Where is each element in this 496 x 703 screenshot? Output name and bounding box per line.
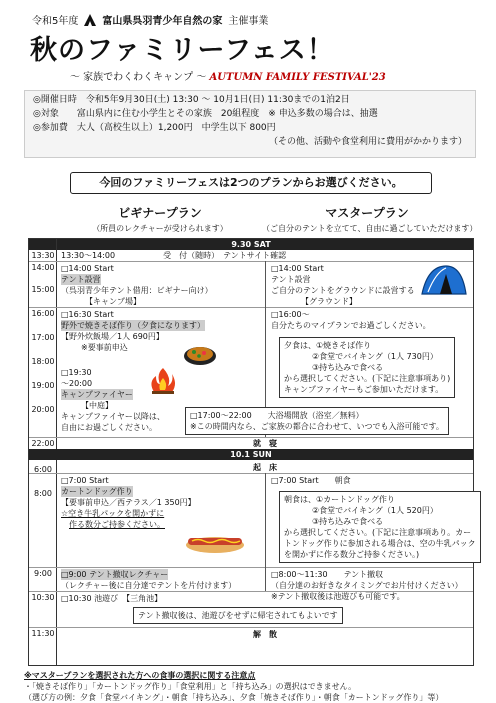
tent-desc: ご自分のテントをグラウンドに設営する [271,286,415,295]
hotdog-note: ☆空き牛乳パックを開かずに [61,509,165,518]
time-label: 14:00 [31,263,55,272]
notes-line: ・「焼きそば作り」「カートンドッグ作り」「食堂利用」と「持ち込み」の選択はできません。 [24,682,357,691]
bath-line: □17:00～22:00 大浴場開放（浴室／無料） [190,411,364,420]
breakfast-line: 朝食は、①カートンドッグ作り [284,495,395,504]
event-target: ◎対象 富山県内に住む小学生とその家族 20組程度 ※ 申込多数の場合は、抽選 [33,109,378,119]
master-breakfast-options [279,491,481,563]
row-divider [29,567,473,568]
master-dinner-options [279,337,455,398]
tent-title: テント設営 [271,275,311,284]
event-date: ◎開催日時 令和5年9月30日(土) 13:30 ～ 10月1日(日) 11:30までの1泊2日 [33,95,350,105]
day2-band: 10.1 SUN [29,449,473,460]
time-label: 6:00 [34,465,52,474]
subtitle-jp: ～ 家族でわくわくキャンプ ～ [70,72,207,83]
master-plan-header [262,204,478,234]
hotdog-icon [184,530,246,554]
page-title: 秋のファミリーフェス！ [30,35,335,66]
plan-choice-banner: 今回のファミリーフェスは2つのプランからお選びください。 [70,172,432,194]
fire-note: キャンプファイヤー以降は、 [61,412,165,421]
yakisoba-pan-icon [180,340,220,368]
breakfast-line: を開かずに作る数分ご持参ください。) [284,550,420,559]
tent-icon [418,262,468,298]
free-start: □16:00～ [271,310,310,319]
tent-place: 【キャンプ場】 [85,297,141,306]
master-plan-sub: （ご自分のテントを立てて、自由に過ごしていただけます） [262,224,478,233]
master-free-time [271,309,431,331]
pond-note: テント撤収後は、池遊びをせずに帰宅されてもよいです [133,607,343,624]
strike-title: □8:00～11:30 テント撤収 [271,570,384,579]
fire-end: ～20:00 [61,379,93,388]
beginner-pond: □10:30 池遊び 【三角池】 [61,594,163,603]
yakisoba-note: ※要事前申込 [81,343,128,352]
event-fee-note: （その他、活動や食堂利用に費用がかかります） [268,137,467,147]
master-plan-title: マスタープラン [325,206,409,220]
tent-place: 【グラウンド】 [301,297,357,306]
beginner-plan-title: ビギナープラン [118,206,202,220]
fire-start: □19:30 [61,368,92,377]
hotdog-title: カートンドッグ作り [61,487,133,496]
breakfast-line: ②食堂でバイキング（1人 520円） [312,506,438,515]
subtitle [70,68,386,83]
time-label: 18:00 [31,357,55,366]
hotdog-place: 【要事前申込／西テラス／1 350円】 [61,498,196,507]
notes-heading: ※マスタープランを選択された方への食事の選択に関する注意点 [24,671,256,680]
breakfast-line: から選択してください。(下記に注意事項あり。カー [284,528,472,537]
strike-note: （レクチャー後に自分達でテントを片付けます） [61,581,237,590]
subtitle-en: AUTUMN FAMILY FESTIVAL'23 [209,72,386,83]
event-fee: ◎参加費 大人（高校生以上）1,200円 中学生以下 800円 [33,123,276,133]
master-tent-strike [271,569,463,602]
plan-divider [265,473,266,591]
time-label: 10:30 [31,593,55,602]
beginner-plan-sub: （所員のレクチャーが受けられます） [92,224,228,233]
dinner-line: ②食堂でバイキング（1人 730円） [312,352,438,361]
beginner-plan-header [60,204,260,234]
hotdog-note: 作る数分ご持参ください。 [69,520,165,529]
header-line [32,12,268,27]
fiscal-year: 令和5年度 [32,16,79,27]
row-divider [29,627,473,628]
strike-note: （自分達のお好きなタイミングでお片付けください） [271,581,463,590]
beginner-tent-setup [61,263,213,307]
breakfast-line: ③持ち込みで食べる [312,517,384,526]
time-label: 15:00 [31,285,55,294]
time-label: 17:00 [31,333,55,342]
reception: 13:30～14:00 受 付（随時） テントサイト確認 [61,251,287,260]
wake-label: 起 床 [253,463,277,472]
strike-note: ※テント撤収後は池遊びも可能です。 [271,592,405,601]
yakisoba-start: □16:30 Start [61,310,114,319]
beginner-tent-strike [61,569,236,591]
strike-title: □9:00 テント撤収レクチャー [61,570,169,579]
beginner-hotdog [61,475,196,530]
breakfast-line: トンドッグ作りに参加される場合は、空の牛乳パック [284,539,476,548]
time-label: 13:30 [31,251,55,260]
row-divider [29,307,473,308]
fire-note: 自由にお過ごしください。 [61,423,157,432]
day1-band: 9.30 SAT [29,239,473,250]
time-label: 19:00 [31,381,55,390]
event-info-box [24,90,476,158]
master-tent-setup [271,263,415,307]
row-divider [29,473,473,474]
master-breakfast-head: □7:00 Start 朝食 [271,476,351,485]
dinner-line: から選択してください。(下記に注意事項あり) [284,374,451,383]
tent-start: □14:00 Start [271,264,324,273]
hotdog-start: □7:00 Start [61,476,109,485]
bath-info [185,407,449,435]
bath-line: ※この時間内なら、ご家族の都合に合わせて、いつでも入浴可能です。 [190,422,444,431]
yakisoba-title: 野外で焼きそば作り（夕食になります） [61,321,205,330]
organizer-role: 主催事業 [228,16,269,27]
row-divider [29,261,473,262]
time-label: 16:00 [31,309,55,318]
tent-start: □14:00 Start [61,264,114,273]
schedule-table [28,238,474,666]
dinner-line: 夕食は、①焼きそば作り [284,341,372,350]
yakisoba-place: 【野外炊飯場／1人 690円】 [61,332,164,341]
logo-icon [84,14,96,26]
dinner-line: ③持ち込みで食べる [312,363,384,372]
free-desc: 自分たちのマイプランでお過ごしください。 [271,321,431,330]
organizer-name: 富山県呉羽青少年自然の家 [102,16,223,27]
meal-notes [24,670,443,703]
dismiss-label: 解 散 [253,630,277,639]
time-label: 9:00 [34,569,52,578]
time-label: 8:00 [34,489,52,498]
sleep-label: 就 寝 [253,439,277,448]
notes-line: （選び方の例：夕食「食堂バイキング」・朝食「持ち込み」、夕食「焼きそば作り」・朝食「カートンドッグ作り」等） [24,693,444,702]
fire-place: 【中庭】 [81,401,113,410]
dinner-line: キャンプファイヤーもご参加いただけます。 [284,385,444,394]
tent-desc: （呉羽青少年テント借用：ビギナー向け） [61,286,213,295]
time-label: 20:00 [31,405,55,414]
tent-title: テント設営 [61,275,101,284]
fire-title: キャンプファイヤー [61,390,133,399]
time-label: 22:00 [31,439,55,448]
campfire-icon [148,366,178,396]
time-label: 11:30 [31,629,55,638]
